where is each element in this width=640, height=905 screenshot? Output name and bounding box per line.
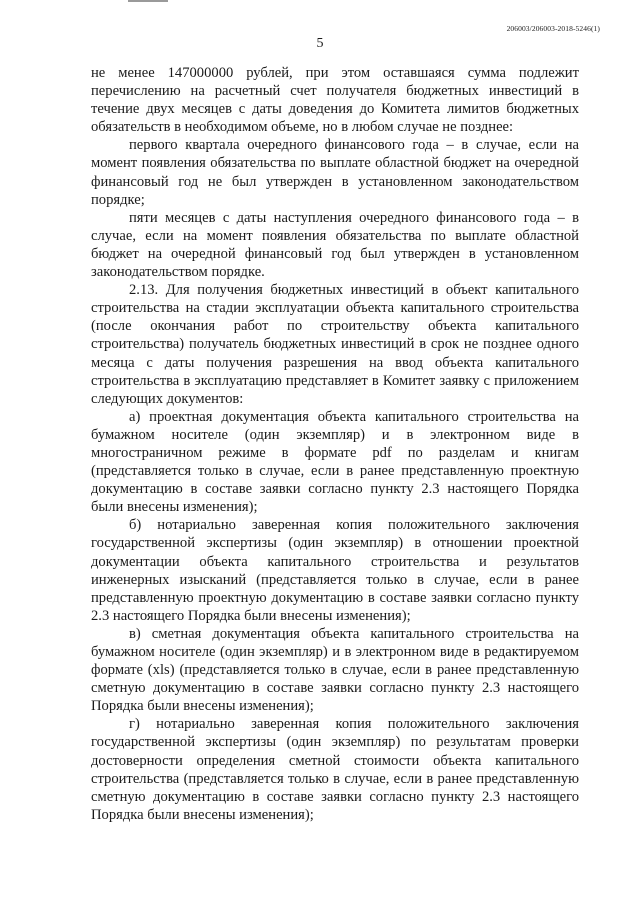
document-body: [91, 64, 579, 824]
document-id: 206003/206003-2018-5246(1): [506, 24, 600, 33]
paragraph-2-13: 2.13. Для получения бюджетных инвестиций в объект капитального строительства на стадии эксплуатации объекта капитального строительства (после окончания работ по строительству объекта капитального строительства) получатель бюджетных инвестиций в срок не позднее одного месяца с даты получения разрешения на ввод объекта капитального строительства в эксплуатацию представляет в Комитет заявку с приложением следующих документов:: [91, 282, 579, 407]
page-number: 5: [316, 36, 324, 51]
list-item-g: г) нотариально заверенная копия положительного заключения государственной экспертизы (один экземпляр) по результатам проверки достоверности определения сметной стоимости объекта капитального строительства (представляется только в случае, если в ранее представленную сметную документацию в составе заявки согласно пункту 2.3 настоящего Порядка были внесены изменения);: [91, 716, 579, 823]
scan-edge-mark: [128, 0, 168, 2]
list-item-a: а) проектная документация объекта капитального строительства на бумажном носителе (один экземпляр) и в электронном виде в многостраничном режиме в формате pdf по разделам и книгам (представляется только в случае, если в ранее представленную проектную документацию в составе заявки согласно пункту 2.3 настоящего Порядка были внесены изменения);: [91, 408, 579, 516]
paragraph-first-quarter: первого квартала очередного финансового года – в случае, если на момент появления обязательства по выплате областной бюджет на очередной финансовый год не был утвержден в установленном законодательством порядке;: [91, 137, 579, 208]
list-item-v: в) сметная документация объекта капитального строительства на бумажном носителе (один экземпляр) и в электронном виде в редактируемом формате (xls) (представляется только в случае, если в ранее представленную сметную документацию в составе заявки согласно пункту 2.3 настоящего Порядка были внесены изменения);: [91, 625, 579, 715]
list-item-b: б) нотариально заверенная копия положительного заключения государственной экспертизы (один экземпляр) в отношении проектной документации объекта капитального строительства и результатов инженерных изысканий (представляется только в случае, если в ранее представленную проектную документацию в составе заявки согласно пункту 2.3 настоящего Порядка были внесены изменения);: [91, 517, 579, 624]
paragraph-five-months: пяти месяцев с даты наступления очередного финансового года – в случае, если на момент появления обязательства по выплате областной бюджет на очередной финансовый год был утвержден в установленном законодательством порядке.: [91, 209, 579, 281]
paragraph-continuation: не менее 147000000 рублей, при этом оставшаяся сумма подлежит перечислению на расчетный счет получателя бюджетных инвестиций в течение двух месяцев с даты доведения до Комитета лимитов бюджетных обязательств в необходимом объеме, но в любом случае не позднее:: [91, 65, 579, 136]
